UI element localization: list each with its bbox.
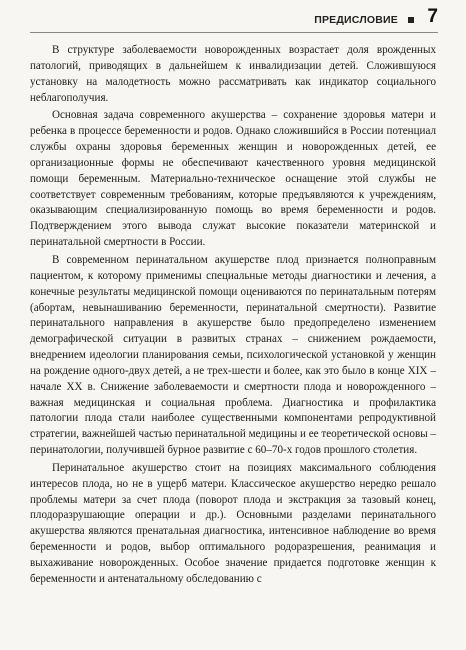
page-number: 7 bbox=[427, 6, 438, 27]
paragraph: Перинатальное акушерство стоит на позициях максимального соблюдения интересов плода, но не в ущерб матери. Классическое акушерство нередко решало проблемы матери за счет плода (поворот плода и экстракция за тазовый конец, плодоразрушающие операции и др.). Основными разделами перинатального акушерства являются пренатальная диагностика, интенсивное наблюдение во время беременности и родов, выбор оптимального родоразрешения, реанимация и выхаживание новорожденных. Особое значение придается подготовке женщин к беременности и антенатальному обследованию с bbox=[30, 461, 436, 585]
paragraph: Основная задача современного акушерства – сохранение здоровья матери и ребенка в процессе беременности и родов. Однако сложившийся в России потенциал службы охраны здоровья беременных женщин и новорожденных детей, ее организационные формы не обеспечивают качественного уровня медицинской помощи беременным. Материально-техническое оснащение этой службы не соответствует современным требованиям, которые предъявляются к учреждениям, оказывающим специализированную помощь во время беременности и родов. Подтверждением этого вывода служат высокие показатели материнской и перинатальной смертности в России. bbox=[30, 109, 436, 249]
paragraph: В современном перинатальном акушерстве плод признается полноправным пациентом, к которому применимы специальные методы диагностики и лечения, а конечные результаты медицинской помощи оцениваются по перинатальным потерям (абортам, невынашиванию беременности, перинатальной смертности). Развитие перинатального направления в акушерстве было предопределено изменением демографической ситуации в развитых странах – снижением рождаемости, внедрением идеологии планирования семьи, психологической установкой у женщин на рождение одного-двух детей, а не трех-шести и более, как это было в конце XIX – начале XX в. Снижение заболеваемости и смертности плода и новорожденного – важная медицинская и социальная проблема. Диагностика и профилактика патологии плода стали наиболее существенными компонентами репродуктивной стратегии, важнейшей частью перинатальной медицины и ее теоретической основы – перинатологии, получившей бурное развитие с 60–70-х годов прошлого столетия. bbox=[30, 253, 436, 457]
body-text bbox=[30, 43, 436, 590]
paragraph: В структуре заболеваемости новорожденных возрастает доля врожденных патологий, приводящих в дальнейшем к инвалидизации детей. Сложившуюся установку на малодетность можно рассматривать как индикатор социального неблагополучия. bbox=[30, 44, 436, 104]
square-bullet-icon bbox=[408, 17, 414, 23]
running-header bbox=[0, 0, 466, 40]
section-label: ПРЕДИСЛОВИЕ bbox=[314, 14, 398, 26]
header-divider bbox=[30, 32, 438, 33]
